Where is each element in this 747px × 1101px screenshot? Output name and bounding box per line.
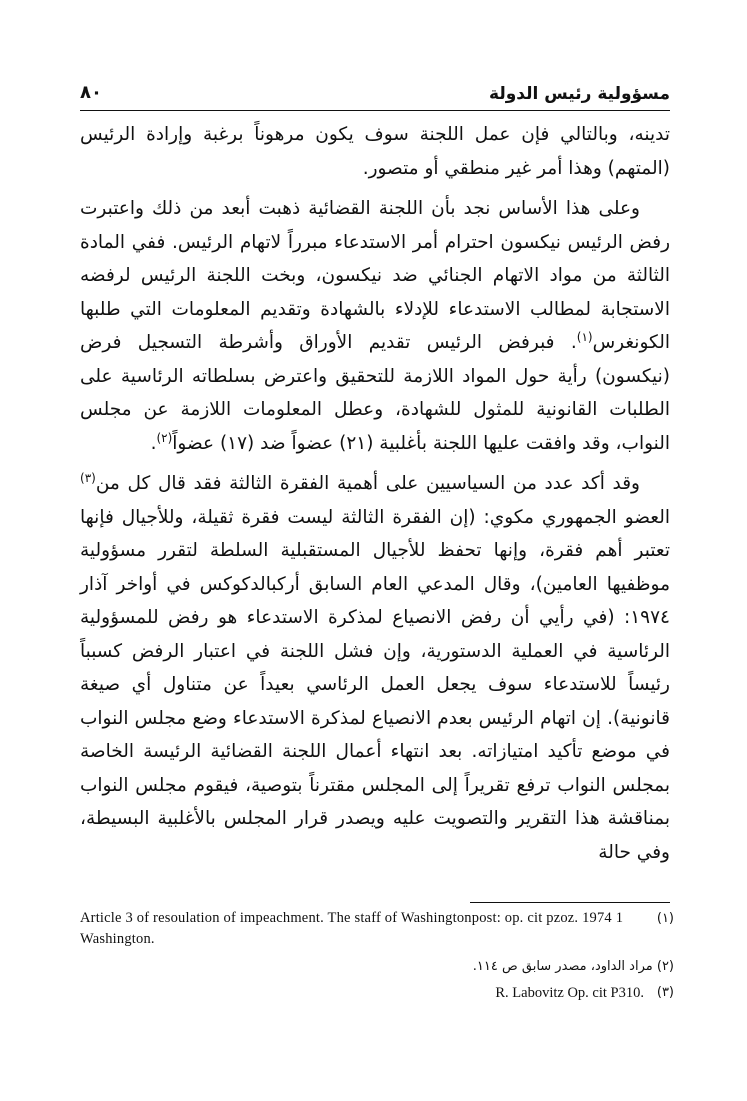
footnote-2 — [80, 956, 674, 978]
footnote-3-text: R. Labovitz Op. cit P310. — [495, 985, 644, 1001]
footnote-2-marker: (٢) — [656, 959, 674, 974]
paragraph-2 — [80, 192, 670, 460]
footnote-ref-3: (٣) — [80, 470, 96, 485]
page-number: ٨٠ — [80, 82, 102, 103]
footnote-ref-2: (٢) — [156, 430, 173, 445]
footnote-divider — [470, 902, 670, 903]
paragraph-2-text-b: . فبرفض الرئيس تقديم الأوراق وأشرطة التسجيل فرض (نيكسون) رأية حول المواد اللازمة للتحقيق واعترض بسلطاته الرئاسية على الطلبات القانونية للمثول للشهادة، وعطل المعلومات اللازمة عن مجلس النواب، وقد وافقت عليها اللجنة بأغلبية (٢١) عضواً ضد (١٧) عضواً — [80, 332, 670, 454]
footnote-ref-1: (١) — [576, 329, 593, 344]
paragraph-3-text-a: وقد أكد عدد من السياسيين على أهمية الفقرة الثالثة فقد قال كل من — [95, 473, 640, 494]
paragraph-2-text-c: . — [150, 432, 157, 454]
footnote-3-marker: (٣) — [656, 985, 674, 1000]
body-text — [80, 118, 670, 876]
footnote-1-text: Article 3 of resoulation of impeachment. The staff of Washingtonpost: op. cit pzoz. 1974 1 Washington. — [80, 910, 624, 947]
footnote-1-marker: (١) — [656, 911, 674, 926]
paragraph-1-text: تدينه، وبالتالي فإن عمل اللجنة سوف يكون مرهوناً برغبة وإرادة الرئيس (المتهم) وهذا أمر غير منطقي أو متصور. — [80, 124, 670, 179]
page-header — [80, 80, 670, 110]
running-title: مسؤولية رئيس الدولة — [489, 84, 670, 104]
footnote-2-text: مراد الداود، مصدر سابق ص ١١٤. — [472, 959, 653, 974]
paragraph-3 — [80, 467, 670, 869]
paragraph-2-text-a: وعلى هذا الأساس نجد بأن اللجنة القضائية ذهبت أبعد من ذلك واعتبرت رفض الرئيس نيكسون احترام أمر الاستدعاء مبرراً لاتهام الرئيس. ففي المادة الثالثة من مواد الاتهام الجنائي ضد نيكسون، وبخت اللجنة الرئيس لرفضه الاستجابة لمطالب الاستدعاء للإدلاء بالشهادة وتقديم المعلومات التي طلبها الكونغرس — [80, 198, 670, 353]
header-divider — [80, 110, 670, 111]
footnote-3 — [80, 982, 674, 1004]
paragraph-3-text-b: العضو الجمهوري مكوي: (إن الفقرة الثالثة ليست فقرة ثقيلة، وللأجيال فإنها تعتبر أهم فقرة، وإنها تحفظ للأجيال المستقبلية السلطة لتقرر مسؤولية موظفيها العامين)، وقال المدعي العام السابق أركبالدكوكس في أواخر آذار ١٩٧٤: (في رأيي أن رفض الانصياع لمذكرة الاستدعاء هو رفض للمسؤولية الرئاسية في العملية الدستورية، وإن فشل اللجنة في اعتبار الرفض كسبباً رئيساً للاستدعاء سوف يجعل العمل الرئاسي بعيداً عن متناول أي صيغة قانونية). إن اتهام الرئيس بعدم الانصياع لمذكرة الاستدعاء وضع مجلس النواب في موضع تأكيد امتيازاته. بعد انتهاء أعمال اللجنة القضائية الرئيسة الخاصة بمجلس النواب ترفع تقريراً إلى المجلس مقترناً بتوصية، فيقوم مجلس النواب بمناقشة هذا التقرير والتصويت عليه ويصدر قرار المجلس بالأغلبية البسيطة، وفي حالة — [80, 506, 670, 863]
footnotes — [80, 908, 674, 1004]
footnote-1 — [80, 908, 674, 950]
paragraph-1 — [80, 118, 670, 185]
